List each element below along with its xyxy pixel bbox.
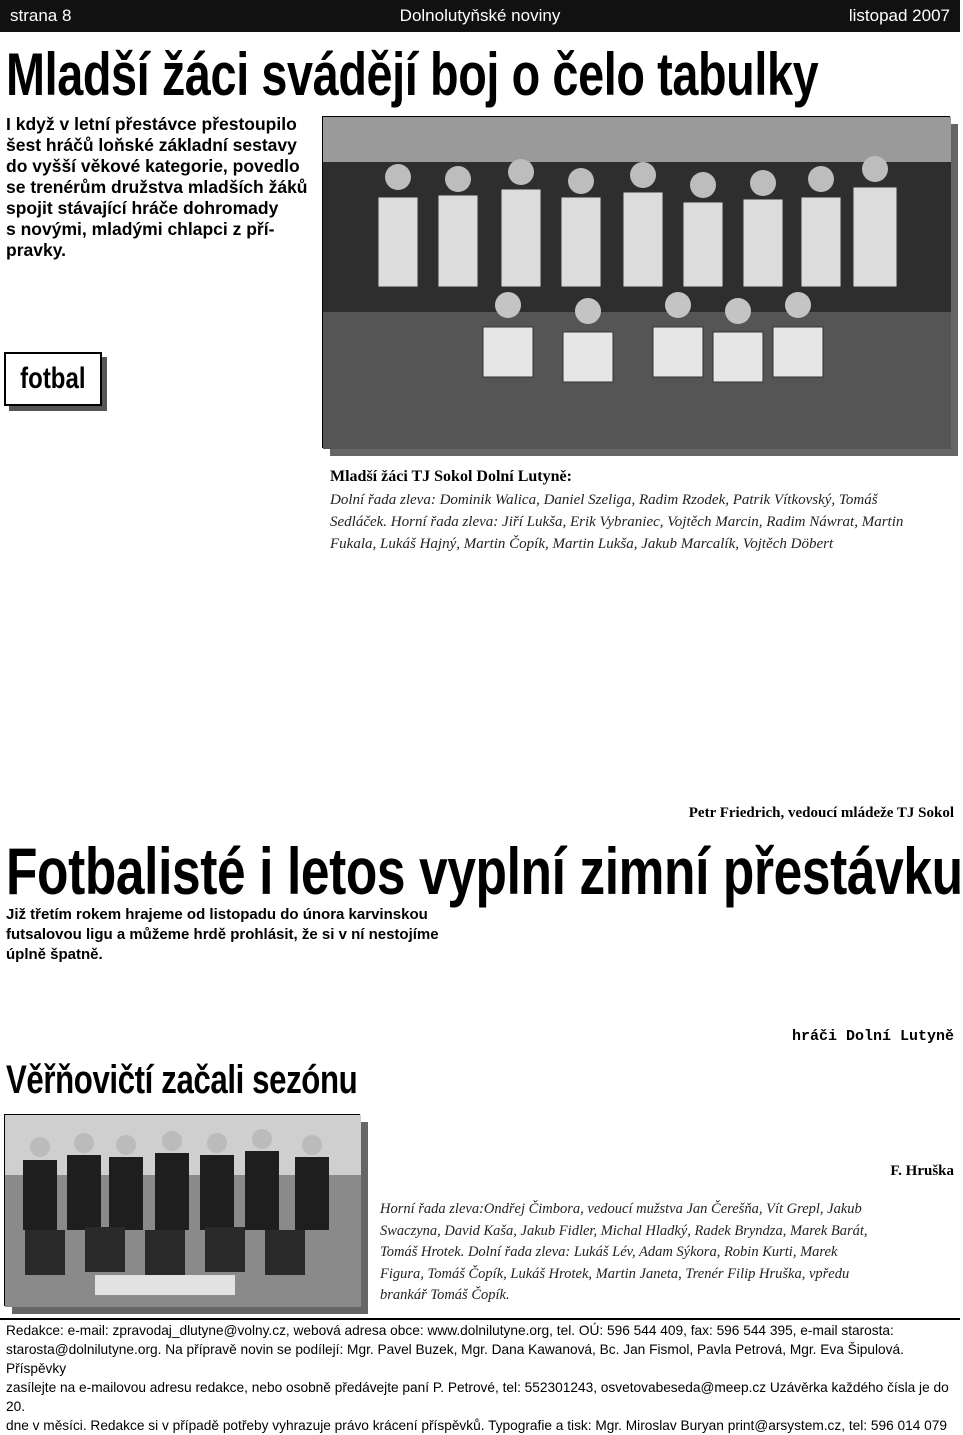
footer-line: starosta@dolnilutyne.org. Na přípravě novin se podílejí: Mgr. Pavel Buzek, Mgr. Dana Kawanová, Bc. Jan Fismol, Pavla Petrová, Mgr. Eva Šipulová. Příspěvky bbox=[6, 1342, 904, 1376]
photo-caption bbox=[330, 489, 956, 555]
lead-line: pravky. bbox=[6, 240, 66, 260]
footer-line: Redakce: e-mail: zpravodaj_dlutyne@volny.cz, webová adresa obce: www.dolnilutyne.org, tel. OÚ: 596 544 409, fax: 596 544 395, e-mail starosta: bbox=[6, 1323, 894, 1338]
article2-lead bbox=[6, 905, 486, 965]
page-header bbox=[0, 0, 960, 32]
article1-author: Petr Friedrich, vedoucí mládeže TJ Sokol bbox=[688, 805, 954, 821]
footer-divider bbox=[0, 1318, 960, 1320]
caption-line: Tomáš Hrotek. Dolní řada zleva: Lukáš Lév, Adam Sýkora, Robin Kurti, Marek bbox=[380, 1244, 838, 1260]
editorial-footer bbox=[6, 1321, 956, 1435]
lead-line: Již třetím rokem hrajeme od listopadu do února karvinskou bbox=[6, 906, 428, 923]
caption-line: Dolní řada zleva: Dominik Walica, Daniel Szeliga, Radim Rzodek, Patrik Vítkovský, Tomáš bbox=[330, 492, 878, 508]
article2-author: hráči Dolní Lutyně bbox=[791, 1028, 954, 1045]
lead-line: I když v letní přestávce přestoupilo bbox=[6, 114, 297, 134]
caption-line: Swaczyna, David Kaša, Jakub Fidler, Michal Hladký, Radek Bryndza, Marek Barát, bbox=[380, 1222, 868, 1239]
article1-headline: Mladší žáci svádějí boj o čelo tabulky bbox=[6, 41, 819, 108]
lead-line: s novými, mladými chlapci z pří- bbox=[6, 219, 275, 239]
section-tag-label: fotbal bbox=[20, 362, 86, 395]
photo-players-illustration bbox=[323, 117, 951, 449]
lead-line: do vyšší věkové kategorie, povedlo bbox=[6, 156, 300, 176]
article3-author: F. Hruška bbox=[890, 1163, 954, 1179]
lead-line: spojit stávající hráče dohromady bbox=[6, 198, 279, 218]
footer-line: zasílejte na e-mailovou adresu redakce, nebo osobně předávejte paní P. Petrové, tel: 552301243, osvetovabeseda@meep.cz Uzávěrka každého čísla je do 20. bbox=[6, 1380, 949, 1414]
photo-caption bbox=[380, 1199, 956, 1307]
photo-players-illustration bbox=[5, 1115, 361, 1307]
page-number: strana 8 bbox=[10, 6, 72, 25]
caption-line: Fukala, Lukáš Hajný, Martin Čopík, Martin Lukša, Jakub Marcalík, Vojtěch Döbert bbox=[330, 536, 834, 552]
caption-line: Horní řada zleva:Ondřej Čimbora, vedoucí mužstva Jan Čerešňa, Vít Grepl, Jakub bbox=[380, 1201, 862, 1217]
article2-headline: Fotbalisté i letos vyplní zimní přestávku bbox=[6, 834, 963, 908]
lead-line: futsalovou ligu a můžeme hrdě prohlásit, že si v ní nestojíme bbox=[6, 926, 439, 943]
issue-date: listopad 2007 bbox=[848, 6, 950, 25]
article1-lead bbox=[6, 114, 310, 261]
section-tag bbox=[4, 352, 102, 406]
footer-line: dne v měsíci. Redakce si v případě potřeby vyhrazuje právo krácení příspěvků. Typografie a tisk: Mgr. Miroslav Buryan print@arsystem.cz, tel: 596 014 079 bbox=[6, 1418, 948, 1433]
lead-line: šest hráčů loňské základní sestavy bbox=[6, 135, 297, 155]
lead-line: se trenérům družstva mladších žáků bbox=[6, 177, 308, 197]
caption-line: brankář Tomáš Čopík. bbox=[380, 1287, 510, 1303]
team-photo-icon bbox=[4, 1114, 360, 1306]
lead-line: úplně špatně. bbox=[6, 946, 103, 963]
team-photo-icon bbox=[322, 116, 950, 448]
caption-line: Figura, Tomáš Čopík, Lukáš Hrotek, Martin Janeta, Trenér Filip Hruška, vpředu bbox=[380, 1265, 850, 1282]
newspaper-title: Dolnolutyňské noviny bbox=[399, 6, 561, 25]
photo-caption-title: Mladší žáci TJ Sokol Dolní Lutyně: bbox=[330, 468, 572, 485]
caption-line: Sedláček. Horní řada zleva: Jiří Lukša, Erik Vybraniec, Vojtěch Marcin, Radim Náwrat, Martin bbox=[330, 514, 904, 530]
article3-headline: Věřňovičtí začali sezónu bbox=[6, 1058, 358, 1102]
